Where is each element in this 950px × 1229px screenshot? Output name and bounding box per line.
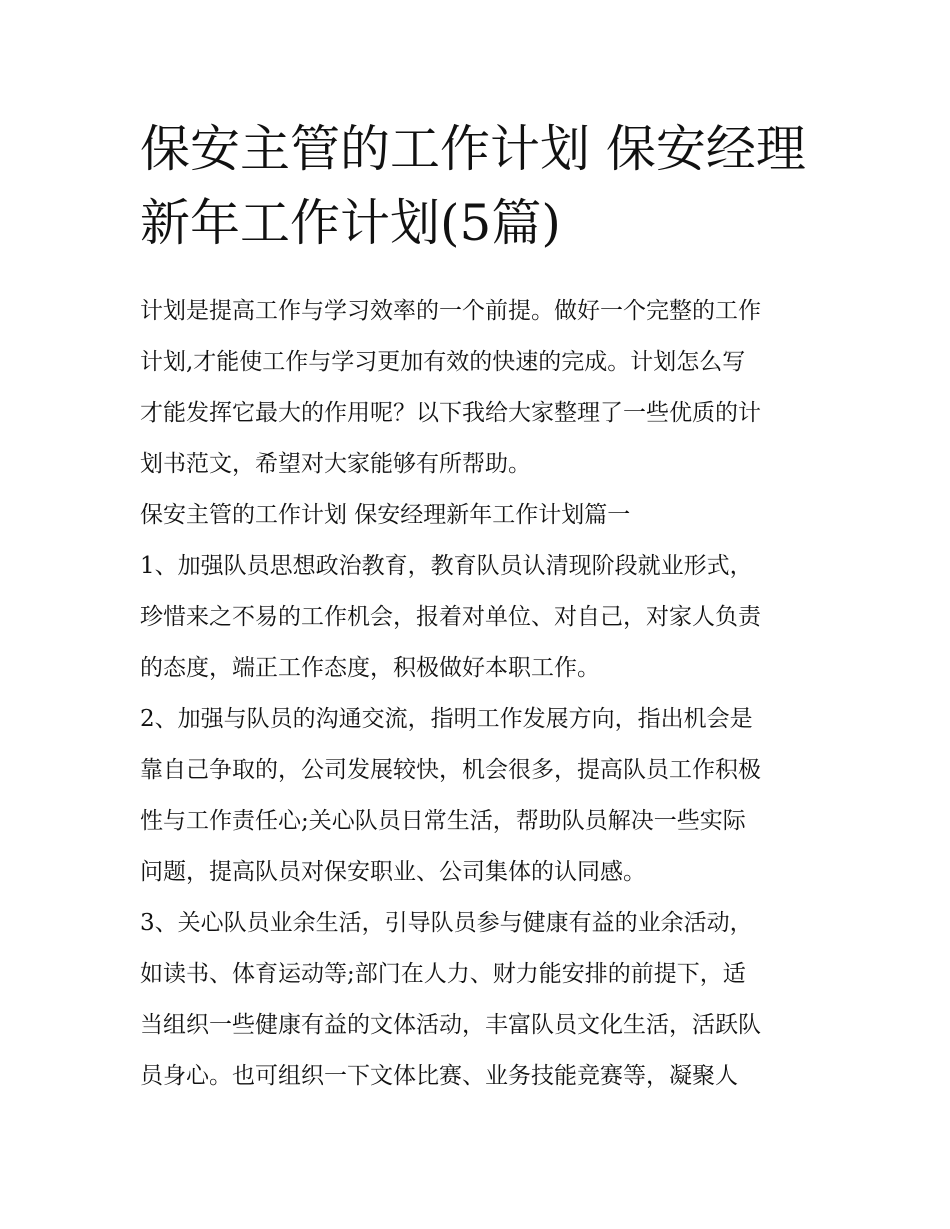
body-line: 性与工作责任心;关心队员日常生活，帮助队员解决一些实际: [140, 808, 746, 834]
body-line: 员身心。也可组织一下文体比赛、业务技能竞赛等，凝聚人: [140, 1063, 738, 1089]
document-content: [140, 112, 820, 1102]
body-line: 2、加强与队员的沟通交流，指明工作发展方向，指出机会是: [140, 706, 753, 732]
document-body: [140, 286, 820, 1102]
section-heading: 保安主管的工作计划 保安经理新年工作计划篇一: [140, 502, 631, 528]
body-line: 当组织一些健康有益的文体活动，丰富队员文化生活，活跃队: [140, 1012, 761, 1038]
body-line: 3、关心队员业余生活，引导队员参与健康有益的业余活动，: [140, 910, 753, 936]
body-line: 才能发挥它最大的作用呢？以下我给大家整理了一些优质的计: [140, 400, 761, 426]
body-line: 问题，提高队员对保安职业、公司集体的认同感。: [140, 859, 646, 885]
title-line-1: 保安主管的工作计划 保安经理: [140, 120, 806, 178]
body-line: 的态度，端正工作态度，积极做好本职工作。: [140, 655, 600, 681]
body-line: 珍惜来之不易的工作机会，报着对单位、对自己，对家人负责: [140, 604, 761, 630]
title-line-2: 新年工作计划(5篇): [140, 194, 561, 252]
body-line: 1、加强队员思想政治教育，教育队员认清现阶段就业形式，: [140, 553, 753, 579]
document-title: [140, 112, 820, 260]
body-line: 计划,才能使工作与学习更加有效的快速的完成。计划怎么写: [140, 349, 746, 375]
body-line: 靠自己争取的，公司发展较快，机会很多，提高队员工作积极: [140, 757, 761, 783]
body-line: 划书范文，希望对大家能够有所帮助。: [140, 451, 531, 477]
body-line: 计划是提高工作与学习效率的一个前提。做好一个完整的工作: [140, 298, 761, 324]
body-line: 如读书、体育运动等;部门在人力、财力能安排的前提下，适: [140, 961, 746, 987]
